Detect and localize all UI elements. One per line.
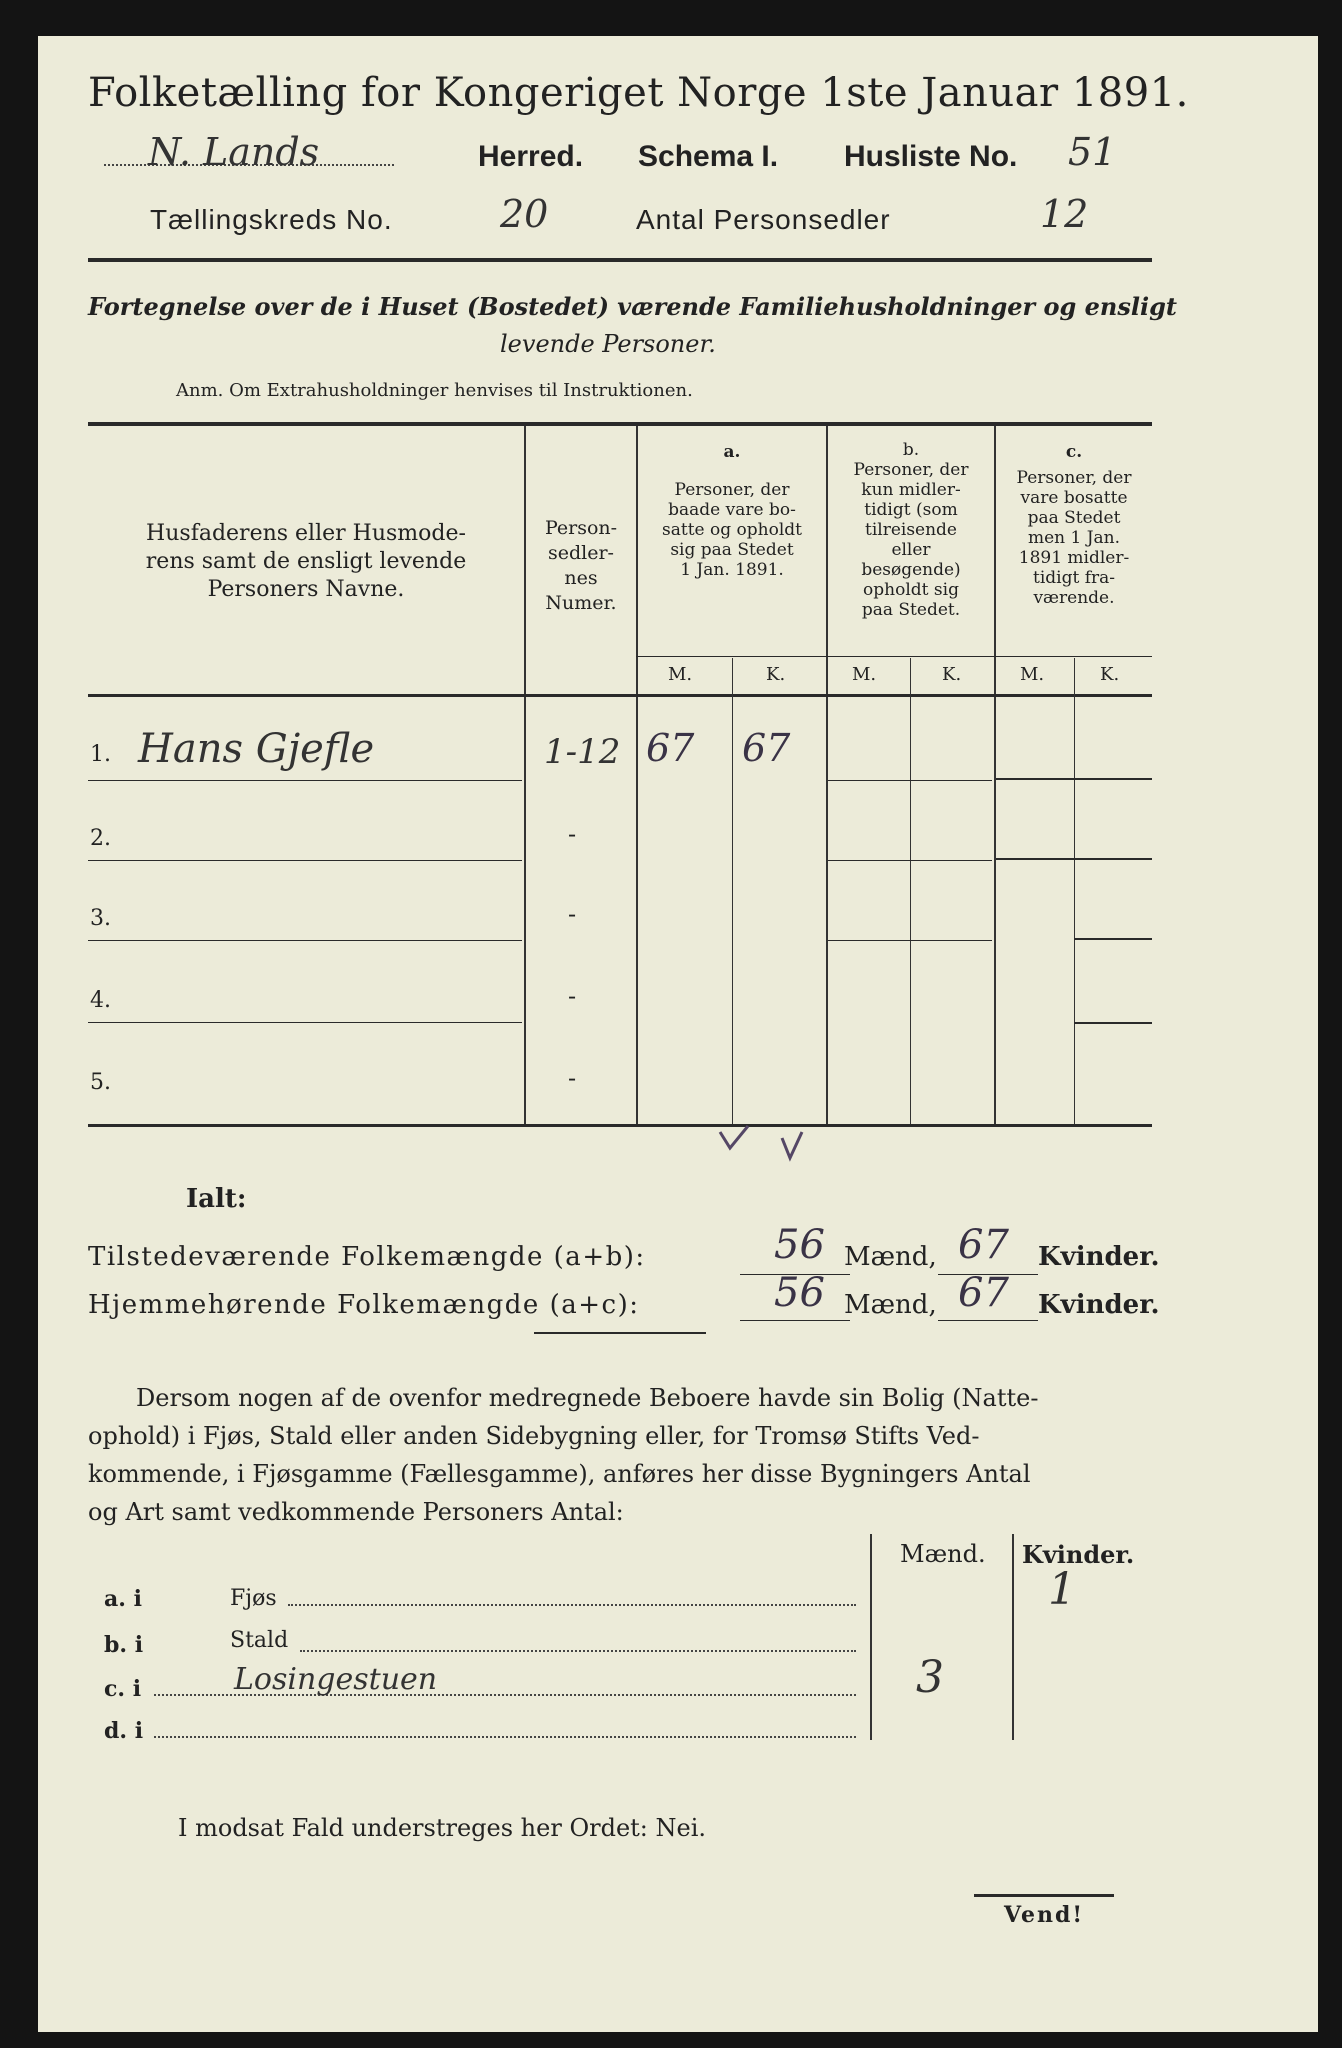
nei-instruction: I modsat Fald understreges her Ordet: Nei. bbox=[178, 1814, 707, 1842]
row-a-k: 67 bbox=[742, 726, 791, 770]
husliste-value: 51 bbox=[1068, 130, 1117, 174]
hjemme-maend: Mænd, bbox=[844, 1290, 937, 1320]
form-title: Folketælling for Kongeriget Norge 1ste Januar 1891. bbox=[88, 70, 1189, 116]
building-dots bbox=[288, 1604, 856, 1606]
building-label: d. i bbox=[104, 1718, 144, 1744]
row-person-numbers: - bbox=[568, 1064, 577, 1092]
row-rule bbox=[1074, 938, 1152, 940]
building-dots bbox=[300, 1650, 856, 1652]
vend-rule bbox=[974, 1894, 1114, 1897]
row-rule bbox=[88, 860, 522, 861]
kreds-label: Tællingskreds No. bbox=[150, 204, 393, 235]
buildings-col-divider-2 bbox=[1012, 1534, 1014, 1740]
row-rule bbox=[88, 940, 522, 941]
building-text: Fjøs bbox=[230, 1586, 277, 1611]
buildings-maend-header: Mænd. bbox=[900, 1540, 986, 1568]
b-m-label: M. bbox=[852, 664, 877, 685]
row-number: 1. bbox=[90, 742, 111, 767]
row-person-numbers: 1-12 bbox=[544, 732, 621, 772]
mk-top-rule bbox=[636, 656, 1152, 657]
b-k-label: K. bbox=[942, 664, 962, 685]
census-form-sheet bbox=[38, 36, 1318, 2032]
personsedler-value: 12 bbox=[1040, 192, 1089, 236]
tilstede-m-value: 56 bbox=[774, 1222, 825, 1268]
husliste-label: Husliste No. bbox=[844, 140, 1018, 173]
building-text: Losingestuen bbox=[234, 1662, 438, 1697]
row-rule bbox=[88, 1022, 522, 1023]
table-bottom-rule bbox=[88, 1124, 1152, 1127]
mk-divider-a bbox=[732, 658, 733, 1126]
herred-value: N. Lands bbox=[148, 130, 320, 174]
col-num-header: Person- sedler- nes Numer. bbox=[544, 517, 618, 614]
herred-label: Herred. bbox=[478, 140, 584, 173]
vend-label: Vend! bbox=[1004, 1902, 1085, 1928]
row-rule bbox=[88, 780, 522, 781]
table-header-bottom-rule bbox=[88, 694, 1152, 697]
intro-line-1: Fortegnelse over de i Huset (Bostedet) værende Familiehusholdninger og ensligt bbox=[88, 292, 1177, 321]
section-divider bbox=[534, 1332, 706, 1334]
mk-divider-b bbox=[910, 658, 911, 1126]
intro-line-2: levende Personer. bbox=[500, 330, 716, 358]
building-text: Stald bbox=[230, 1628, 289, 1653]
header-rule bbox=[88, 258, 1152, 262]
kreds-value: 20 bbox=[500, 192, 549, 236]
row-person-numbers: - bbox=[568, 982, 577, 1010]
hjemme-m-rule bbox=[740, 1320, 850, 1321]
col-b-header: b. Personer, der kun midler- tidigt (som tilreisende eller besøgende) opholdt sig paa Stedet. bbox=[853, 440, 969, 620]
row-rule bbox=[828, 780, 992, 781]
a-m-label: M. bbox=[668, 664, 693, 685]
tilstede-label: Tilstedeværende Folkemængde (a+b): bbox=[88, 1242, 646, 1272]
row-name: Hans Gjefle bbox=[138, 726, 375, 772]
row-number: 3. bbox=[90, 906, 111, 931]
mk-divider-c bbox=[1074, 658, 1075, 1126]
check-marks bbox=[678, 1122, 828, 1168]
row-rule bbox=[828, 860, 992, 861]
buildings-col-divider-1 bbox=[870, 1534, 872, 1740]
row-person-numbers: - bbox=[568, 820, 577, 848]
hjemme-label: Hjemmehørende Folkemængde (a+c): bbox=[88, 1290, 640, 1320]
tilstede-kvinder: Kvinder. bbox=[1038, 1242, 1160, 1272]
ialt-label: Ialt: bbox=[186, 1184, 247, 1214]
col-c-header: c. Personer, der vare bosatte paa Stedet men 1 Jan. 1891 midler- tidigt fra- værende. bbox=[1016, 442, 1132, 608]
buildings-para-4: og Art samt vedkommende Personers Antal: bbox=[88, 1498, 624, 1526]
row-rule bbox=[996, 778, 1152, 780]
row-rule bbox=[996, 858, 1152, 860]
a-k-label: K. bbox=[766, 664, 786, 685]
row-rule bbox=[1074, 1022, 1152, 1024]
col-name-header: Husfaderens eller Husmode- rens samt de ensligt levende Personers Navne. bbox=[145, 521, 467, 602]
building-dots bbox=[154, 1736, 856, 1738]
row-number: 4. bbox=[90, 988, 111, 1013]
hjemme-k-value: 67 bbox=[958, 1270, 1009, 1316]
building-label: b. i bbox=[104, 1632, 144, 1658]
row-person-numbers: - bbox=[568, 900, 577, 928]
building-kvinder: 1 bbox=[1048, 1564, 1076, 1615]
hjemme-m-value: 56 bbox=[774, 1270, 825, 1316]
c-k-label: K. bbox=[1100, 664, 1120, 685]
schema-label: Schema I. bbox=[638, 140, 779, 173]
col-a-header: a. Personer, der baade vare bo- satte og opholdt sig paa Stedet 1 Jan. 1891. bbox=[662, 442, 802, 580]
anm-note: Anm. Om Extrahusholdninger henvises til Instruktionen. bbox=[176, 380, 693, 401]
buildings-para-2: ophold) i Fjøs, Stald eller anden Sidebygning eller, for Tromsø Stifts Ved- bbox=[88, 1422, 980, 1450]
c-m-label: M. bbox=[1020, 664, 1045, 685]
hjemme-kvinder: Kvinder. bbox=[1038, 1290, 1160, 1320]
row-a-m: 67 bbox=[646, 726, 695, 770]
buildings-para-3: kommende, i Fjøsgamme (Fællesgamme), anføres her disse Bygningers Antal bbox=[88, 1460, 1031, 1488]
row-number: 5. bbox=[90, 1070, 111, 1095]
tilstede-maend: Mænd, bbox=[844, 1242, 937, 1272]
table-top-rule bbox=[88, 422, 1152, 426]
building-label: a. i bbox=[104, 1586, 142, 1612]
building-maend: 3 bbox=[916, 1652, 944, 1703]
row-rule bbox=[828, 940, 992, 941]
building-label: c. i bbox=[104, 1676, 142, 1702]
tilstede-k-value: 67 bbox=[958, 1222, 1009, 1268]
personsedler-label: Antal Personsedler bbox=[636, 204, 891, 235]
hjemme-k-rule bbox=[938, 1320, 1038, 1321]
buildings-kvinder-header: Kvinder. bbox=[1022, 1540, 1135, 1569]
row-number: 2. bbox=[90, 826, 111, 851]
buildings-para-1: Dersom nogen af de ovenfor medregnede Beboere havde sin Bolig (Natte- bbox=[136, 1384, 1039, 1412]
